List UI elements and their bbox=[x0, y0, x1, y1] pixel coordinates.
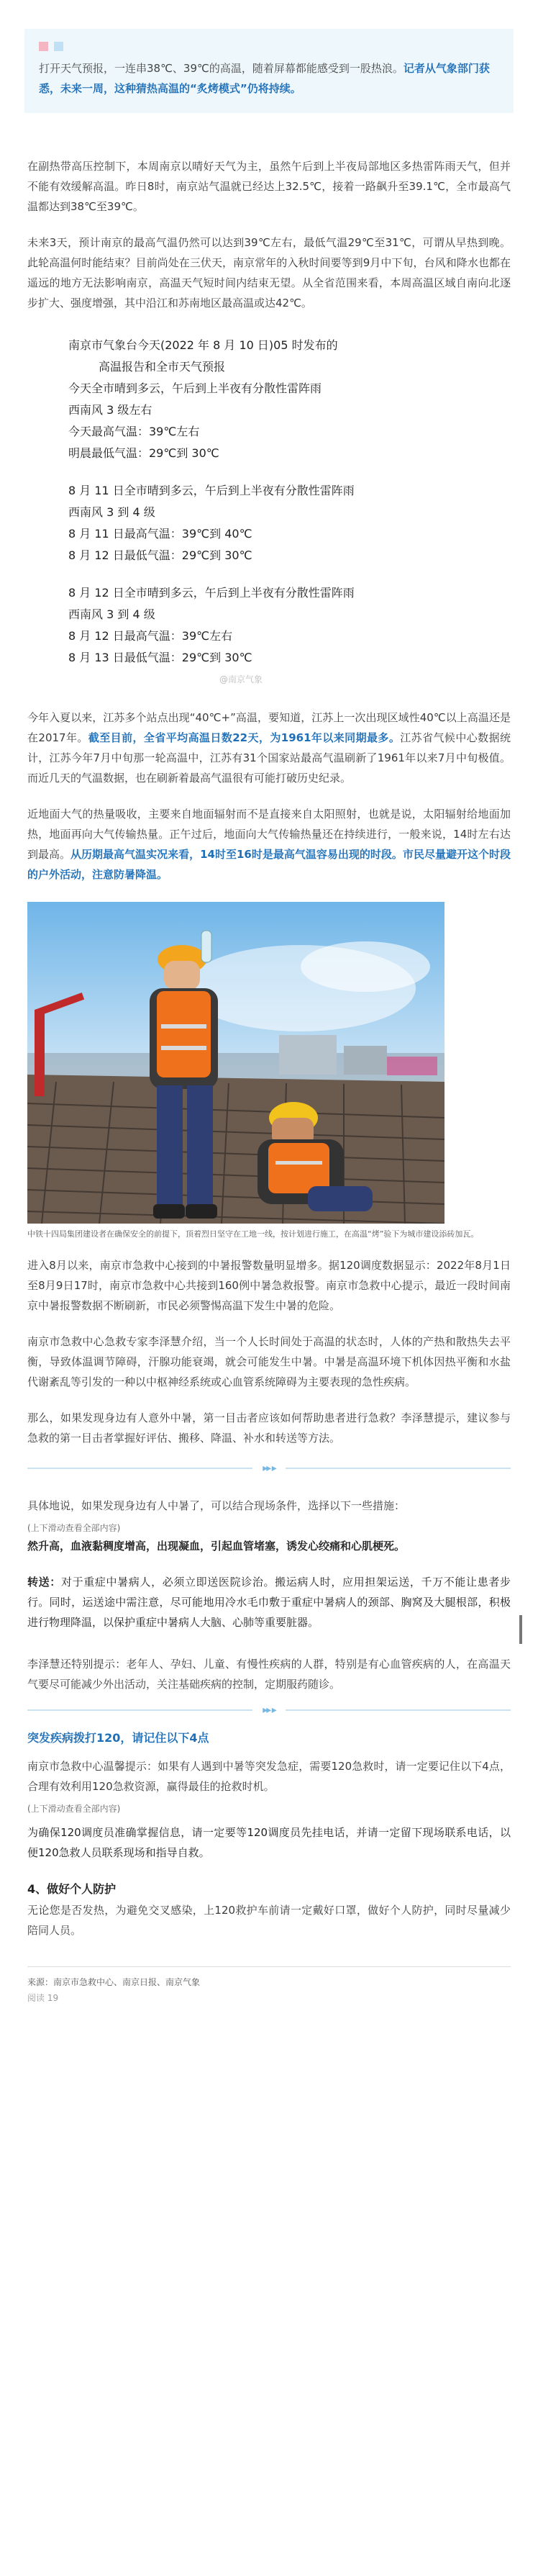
paragraph-8: 具体地说，如果发现身边有人中暑了，可以结合现场条件，选择以下一些措施： bbox=[27, 1499, 406, 1512]
forecast-title-1: 南京市气象台今天(2022 年 8 月 10 日)05 时发布的 bbox=[68, 338, 338, 352]
paragraph-12: 南京市急救中心温馨提示：如果有人遇到中暑等突发急症，需要120急救时，请一定要记住以下4点，合理有效利用120急救资源，赢得最佳的抢救时机。 bbox=[27, 1760, 511, 1793]
pink-dot-icon bbox=[39, 42, 48, 51]
paragraph-2: 未来3天，预计南京的最高气温仍然可以达到39℃左右，最低气温29℃至31℃，可谓从早热到晚。此轮高温何时能结束？目前尚处在三伏天，南京常年的入秋时间要等到9月中下旬，台风和降水也都在遥远的地方无法影响南京，高温天气短时间内结束无望。从全省范围来看，本周高温区域自南向北逐步扩大、强度增强，其中沿江和苏南地区最高温或达42℃。 bbox=[27, 236, 511, 309]
p3-highlight: 截至目前，全省平均高温日数22天，为1961年以来同期最多。 bbox=[88, 731, 401, 744]
construction-photo bbox=[27, 902, 444, 1224]
section-divider bbox=[27, 1463, 511, 1474]
read-count: 阅读 19 bbox=[27, 1993, 59, 2003]
scroll-note: (上下滑动查看全部内容) bbox=[27, 1523, 121, 1533]
paragraph-4 bbox=[27, 804, 511, 885]
divider-line bbox=[286, 1709, 511, 1711]
divider-arrows-icon: ▸▸ ▸ bbox=[263, 1704, 275, 1716]
paragraph-7: 那么，如果发现身边有人意外中暑，第一目击者应该如何帮助患者进行急救？李泽慧提示，建议参与急救的第一目击者掌握好评估、搬移、降温、补水和转送等方法。 bbox=[27, 1411, 511, 1445]
forecast-line: 8 月 13 日最低气温：29℃到 30℃ bbox=[68, 651, 252, 664]
section-title: 突发疾病拨打120，请记住以下4点 bbox=[27, 1731, 209, 1745]
forecast-line: 8 月 11 日最高气温：39℃到 40℃ bbox=[68, 527, 252, 541]
paragraph-11: 李泽慧还特别提示：老年人、孕妇、儿童、有慢性疾病的人群，特别是有心血管疾病的人，在高温天气要尽可能减少外出活动，关注基础疾病的控制，定期服药随诊。 bbox=[27, 1658, 511, 1691]
forecast-line: 今天最高气温：39℃左右 bbox=[68, 425, 200, 438]
paragraph-9: 然升高，血液黏稠度增高，出现凝血，引起血管堵塞，诱发心绞痛和心肌梗死。 bbox=[27, 1540, 406, 1553]
forecast-line: 8 月 12 日最高气温：39℃左右 bbox=[68, 629, 233, 643]
p10-text: 对于重症中暑病人，必须立即送医院诊治。搬运病人时，应用担架运送，千万不能让患者步行。同时，运送途中需注意，尽可能地用冷水毛巾敷于重症中暑病人的颈部、胸窝及大腿根部，积极进行物理降温，以保护重症中暑病人大脑、心肺等重要脏器。 bbox=[27, 1576, 511, 1629]
p4-a: 近地面大气的热量吸收，主要来自地面辐射而不是直接来自太阳照射，也就是说，太阳辐射给地面加热，地面再向大气传输热量。正午过后，地面向大气传输热量还在持续进行，一般来说，14时左右达到最高。 bbox=[27, 808, 511, 861]
forecast-line: 西南风 3 级左右 bbox=[68, 403, 152, 417]
forecast-line: 8 月 12 日全市晴到多云，午后到上半夜有分散性雷阵雨 bbox=[68, 586, 355, 600]
paragraph-1: 在副热带高压控制下，本周南京以晴好天气为主，虽然午后到上半夜局部地区多热雷阵雨天气，但并不能有效缓解高温。昨日8时，南京站气温就已经达上32.5℃，接着一路飙升至39.1℃，全市最高气温都达到38℃至39℃。 bbox=[27, 160, 511, 213]
paragraph-10 bbox=[27, 1572, 511, 1632]
divider-arrows-icon: ▸▸ ▸ bbox=[263, 1463, 275, 1474]
lead-text bbox=[39, 58, 499, 99]
forecast-line: 明晨最低气温：29℃到 30℃ bbox=[68, 446, 219, 460]
photo-caption: 中铁十四局集团建设者在确保安全的前提下，顶着烈日坚守在工地一线，按计划进行施工，在高温“烤”验下为城市建设添砖加瓦。 bbox=[27, 1229, 479, 1239]
forecast-line: 8 月 12 日最低气温：29℃到 30℃ bbox=[68, 548, 252, 562]
divider-line bbox=[27, 1468, 252, 1469]
divider-line bbox=[286, 1468, 511, 1469]
forecast-watermark: @南京气象 bbox=[219, 674, 263, 684]
source-line: 来源：南京市急救中心、南京日报、南京气象 bbox=[27, 1977, 201, 1987]
forecast-block bbox=[68, 335, 470, 690]
p4-highlight: 从历期最高气温实况来看，14时至16时是最高气温容易出现的时段。市民尽量避开这个时段的户外活动，注意防暑降温。 bbox=[27, 848, 511, 881]
lead-highlight: 记者从气象部门获悉，未来一周，这种猜热高温的“炙烤模式”仍将持续。 bbox=[39, 62, 490, 95]
divider-line bbox=[27, 1709, 252, 1711]
paragraph-5: 进入8月以来，南京市急救中心接到的中暑报警数量明显增多。据120调度数据显示：2022年8月1日至8月9日17时，南京市急救中心共接到160例中暑急救报警。南京市急救中心提示，最近一段时间南京中暑报警数据不断刷新，市民必须警惕高温下发生中暑的危险。 bbox=[27, 1259, 511, 1312]
forecast-line: 西南风 3 到 4 级 bbox=[68, 505, 155, 519]
paragraph-6: 南京市急救中心急救专家李泽慧介绍，当一个人长时间处于高温的状态时，人体的产热和散热失去平衡，导致体温调节障碍，汗腺功能衰竭，就会可能发生中暑。中暑是高温环境下机体因热平衡和水盐代谢紊乱等引发的一种以中枢神经系统或心血管系统障碍为主要表现的急性疾病。 bbox=[27, 1335, 511, 1388]
lead-box bbox=[24, 29, 514, 113]
scroll-panel-1[interactable] bbox=[0, 1536, 538, 1632]
paragraph-14: 无论您是否发热，为避免交叉感染，上120救护车前请一定戴好口罩，做好个人防护，同时尽量减少陪同人员。 bbox=[27, 1904, 511, 1937]
forecast-line: 8 月 11 日全市晴到多云，午后到上半夜有分散性雷阵雨 bbox=[68, 484, 355, 497]
section-divider-2 bbox=[27, 1704, 511, 1716]
p3-b: 江苏省气候中心数据统计，江苏今年7月中旬那一轮高温中，江苏有31个国家站最高气温刷新了1961年以来7月中旬极值。而近几天的气温数据，也在刷新着最高气温很有可能打破历史纪录。 bbox=[27, 731, 511, 785]
paragraph-13[interactable]: 为确保120调度员准确掌握信息，请一定要等120调度员先挂电话，并请一定留下现场联系电话，以便120急救人员联系现场和指导自救。 bbox=[27, 1826, 511, 1859]
p10-label: 转送： bbox=[27, 1576, 61, 1588]
forecast-title-2: 高温报告和全市天气预报 bbox=[99, 360, 226, 374]
paragraph-3 bbox=[27, 708, 511, 788]
blue-dot-icon bbox=[54, 42, 63, 51]
lead-plain: 打开天气预报，一连串38℃、39℃的高温，随着屏幕都能感受到一股热浪。 bbox=[39, 62, 404, 75]
forecast-line: 今天全市晴到多云，午后到上半夜有分散性雷阵雨 bbox=[68, 381, 322, 395]
construction-photo-illustration bbox=[27, 902, 444, 1224]
scrollbar-handle[interactable] bbox=[519, 1615, 522, 1644]
decor-dots bbox=[39, 42, 499, 51]
forecast-line: 西南风 3 到 4 级 bbox=[68, 607, 155, 621]
p3-a: 今年入夏以来，江苏多个站点出现“40℃+”高温，要知道，江苏上一次出现区域性40℃以上高温还是在2017年。 bbox=[27, 711, 511, 744]
item-4-title: 4、做好个人防护 bbox=[27, 1882, 117, 1896]
scroll-note-2: (上下滑动查看全部内容) bbox=[27, 1804, 121, 1814]
